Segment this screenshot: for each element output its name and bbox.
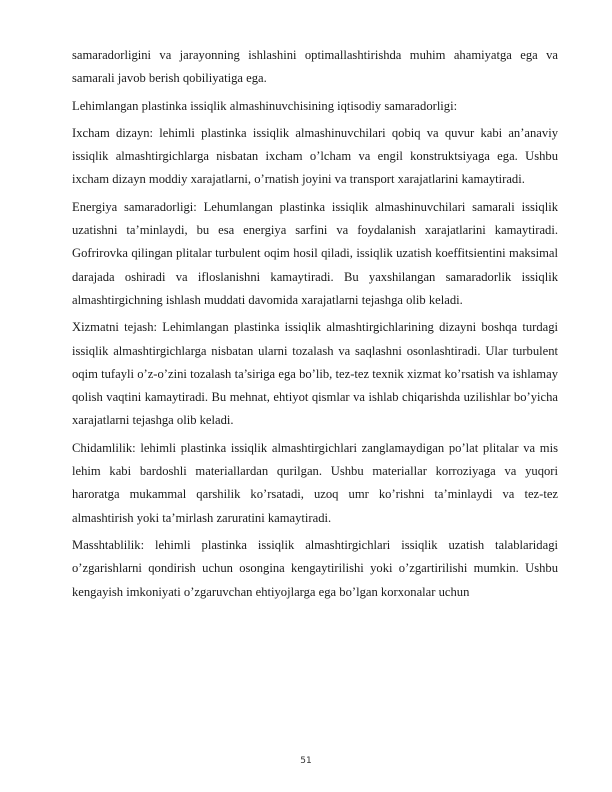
paragraph-scalability: Masshtablilik: lehimli plastinka issiqlik almashtirgichlari issiqlik uzatish talablaridagi o’zgarishlarni qondirish uchun osongina kengaytirilishi yoki o’zgartirilishi mumkin. Ushbu kengayish imkoniyati o’zgaruvchan ehtiyojlarga ega bo’lgan korxonalar uchun	[72, 537, 558, 599]
paragraph-intro-continuation: samaradorligini va jarayonning ishlashini optimallashtirishda muhim ahamiyatga ega va samarali javob berish qobiliyatiga ega.	[72, 48, 558, 86]
paragraph-durability: Chidamlilik: lehimli plastinka issiqlik almashtirgichlari zanglamaydigan po’lat plitalar va mis lehim kabi bardoshli materiallardan qurilgan. Ushbu materiallar korroziyaga va yuqori haroratga mukammal qarshilik ko’rsatadi, uzoq umr ko’rishni ta’minlaydi va tez-tez almashtirish yoki ta’mirlash zaruratini kamaytiradi.	[72, 440, 558, 525]
page-number: 51	[300, 756, 312, 766]
paragraph-compact-design: Ixcham dizayn: lehimli plastinka issiqlik almashinuvchilari qobiq va quvur kabi an’anaviy issiqlik almashtirgichlarga nisbatan ixcham o’lcham va engil konstruktsiyaga ega. Ushbu ixcham dizayn moddiy xarajatlarni, o’rnatish joyini va transport xarajatlarini kamaytiradi.	[72, 125, 558, 187]
paragraph-service-savings: Xizmatni tejash: Lehimlangan plastinka issiqlik almashtirgichlarining dizayni boshqa turdagi issiqlik almashtirgichlarga nisbatan ularni tozalash va saqlashni osonlashtiradi. Ular turbulent oqim tufayli o’z-o’zini tozalash ta’siriga ega bo’lib, tez-tez texnik xizmat ko’rsatish va ishlamay qolish vaqtini kamaytiradi. Bu mehnat, ehtiyot qismlar va ishlab chiqarishda uzilishlar bo’yicha xarajatlarni tejashga olib keladi.	[72, 320, 558, 428]
paragraph-energy-efficiency: Energiya samaradorligi: Lehumlangan plastinka issiqlik almashinuvchilari samarali issiqlik uzatishni ta’minlaydi, bu esa energiya sarfini va foydalanish xarajatlarini kamaytiradi. Gofrirovka qilingan plitalar turbulent oqim hosil qiladi, issiqlik uzatish koeffitsientini maksimal darajada oshiradi va ifloslanishni kamaytiradi. Bu yaxshilangan samaradorlik issiqlik almashtirgichning ishlash muddati davomida xarajatlarni tejashga olib keladi.	[72, 199, 558, 307]
document-page	[72, 44, 558, 604]
section-heading-economic-efficiency: Lehimlangan plastinka issiqlik almashinuvchisining iqtisodiy samaradorligi:	[72, 98, 458, 113]
